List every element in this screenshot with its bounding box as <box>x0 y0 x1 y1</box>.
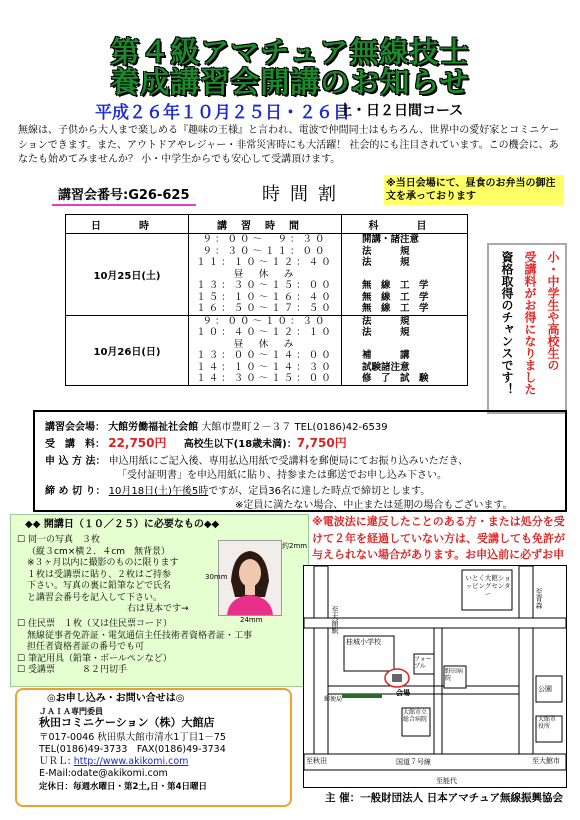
time-slot: １３：００～１４：００ <box>196 350 334 361</box>
subject: 法 規 <box>362 327 410 338</box>
course-date: 平成２６年１０月２５日・２６日 <box>95 103 350 123</box>
map-label: 至大館市 <box>532 757 560 765</box>
checkbox-icon: ☐ <box>17 535 28 545</box>
map-label: 野田病院 <box>445 668 464 682</box>
list-item: １枚は受講票に貼り、２枚はご持参 <box>27 569 172 580</box>
time-list <box>189 234 342 316</box>
subject-list <box>342 315 468 385</box>
note-column-2: 受講料がお得になりました <box>523 251 537 395</box>
map-label: 至秋田 <box>306 757 327 765</box>
photo-dim-top: 約2mm <box>282 542 308 550</box>
time-slot: １６：５０～１７：５０ <box>196 303 334 314</box>
contact-email[interactable]: E-Mail:odate@akikomi.com <box>39 768 168 779</box>
schedule-title: 時間割 <box>262 184 346 205</box>
intro-text: 無線は、子供から大人まで楽しめる『趣味の王様』と言われ、電波で仲間同士はもちろん、世界中の愛好家とコミニケーションできます。また、アウトドアやレジャー・非常災害時にも大活躍！ 社会的にも注目されています。この機会に、あなたも始めてみませんか？ 小・中学生からでも安心して受講頂けます。 <box>18 125 560 165</box>
map-label: フォーブル <box>414 656 432 670</box>
subject: 補 講 <box>362 350 410 361</box>
map-label: 至能代 <box>436 777 457 785</box>
contact-holiday: 定休日：毎週水曜日・第2土,日・第4日曜日 <box>39 782 208 792</box>
student-discount-note <box>487 243 567 414</box>
venue-map <box>303 565 567 788</box>
deadline-label: 締 め 切 り： <box>45 486 106 497</box>
venue-address: 大館市豊町２－３７ TEL(0186)42-6539 <box>201 422 388 433</box>
photo-dim-width: 24mm <box>240 616 263 624</box>
deadline-note: ※定員に満たない場合、中止または延期の場合もございます。 <box>235 500 513 511</box>
schedule-table <box>65 214 468 386</box>
contact-box <box>15 688 292 807</box>
venue-label: 講習会会場： <box>45 422 105 433</box>
time-slot: １０：４０～１２：１０ <box>196 327 334 338</box>
contact-title: ◎お申し込み・お問い合せは◎ <box>47 693 185 704</box>
checkbox-icon: ☐ <box>17 653 28 664</box>
deadline-row <box>45 482 430 497</box>
map-label: 国道７号線 <box>396 758 431 766</box>
url-label: ＵＲＬ: <box>39 756 71 767</box>
subject: 無 線 工 学 <box>362 280 429 291</box>
header-date: 日 時 <box>66 215 189 234</box>
apply-text-1: 申込用紙にご記入後、専用払込用紙で受講料を郵便局にてお振り込みいただき、 <box>108 456 469 467</box>
subject: 無 線 工 学 <box>362 291 429 303</box>
warning-text: ※電波法に違反したことのある方・または処分を受けて２年を経過していない方は、受講しても免許が与えられない場合があります。お申込前に必ずお申 <box>312 515 565 561</box>
day-label: 10月25日(土) <box>66 234 189 316</box>
apply-label: 申 込 方 法： <box>45 456 106 467</box>
photo-dim-height: 30mm <box>205 573 228 581</box>
lunch-break: 昼 休 み <box>233 268 297 280</box>
map-label: 桂城小学校 <box>346 638 381 646</box>
contact-url-row <box>39 756 188 768</box>
list-item: 担任者資格者証の番号でも可 <box>27 642 145 652</box>
time-slot: １４：１０～１４：３０ <box>196 361 334 373</box>
course-type: 土・日２日間コース <box>338 103 464 119</box>
header-time: 講習時間 <box>189 215 342 234</box>
map-label: 郵便局 <box>324 696 343 703</box>
time-slot: ９：３０～１１：００ <box>202 245 328 257</box>
lunch-break: 昼 休 み <box>233 338 297 350</box>
subject: 法 規 <box>362 257 410 268</box>
page-title-line2: 養成講習会開講のお知らせ <box>110 65 470 99</box>
subject-list <box>342 234 468 316</box>
header-subject: 科 目 <box>342 215 468 234</box>
map-label: 大館市立総合病院 <box>403 709 428 723</box>
subject <box>342 339 467 351</box>
subject: 開講・諸注意 <box>362 234 420 245</box>
list-item: （縦３cm×横２．４cm 無背景） <box>27 546 170 557</box>
note-column-1: 小・中学生や高校生の <box>546 251 560 371</box>
subject <box>342 269 467 281</box>
list-item: ☐ 受講票 ８２円切手 <box>17 665 127 675</box>
subject: 法 規 <box>362 315 410 327</box>
page-title-line1: 第４級アマチュア無線技士 <box>110 35 470 69</box>
contact-tel: TEL(0186)49-3733 FAX(0186)49-3734 <box>39 744 226 755</box>
time-slot: １３：３０～１５：００ <box>196 280 334 291</box>
contact-jaia: ＪＡＩＡ専門委員 <box>39 707 103 716</box>
list-item: ☐ 住民票 １枚（又は住民票コード） <box>17 619 172 629</box>
course-code: 講習会番号:G26-625 <box>52 184 196 206</box>
course-info-box <box>33 410 567 512</box>
list-item: ☐ 筆記用具（鉛筆・ボールペンなど） <box>17 653 172 664</box>
map-label: いとく大館ショッピングセンター <box>465 574 511 598</box>
apply-row <box>45 452 468 467</box>
time-slot: １５：１０～１６：４０ <box>196 291 334 303</box>
deadline-text: ですが、定員36名に達した時点で締切とします。 <box>208 486 431 497</box>
checkbox-icon: ☐ <box>17 665 28 675</box>
list-item: と講習会番号を記入して下さい。 <box>27 592 163 603</box>
map-label: 公園 <box>538 685 552 693</box>
time-slot: １１：１０～１２：４０ <box>196 257 334 268</box>
venue-row <box>45 418 388 433</box>
table-row <box>66 315 468 385</box>
list-item: 無線従事者免許証・電気通信主任技術者資格者証・工事 <box>27 630 253 641</box>
contact-company: 秋田コミニケーション（株）大館店 <box>39 716 215 729</box>
other-requirements <box>17 619 307 677</box>
checkbox-icon: ☐ <box>17 619 28 629</box>
subject: 法 規 <box>362 245 410 257</box>
time-slot: １４：３０～１５：００ <box>196 373 334 384</box>
subject: 無 線 工 学 <box>362 303 429 314</box>
list-item: ☐ 同一の写真 ３枚 <box>17 535 100 545</box>
apply-text-2: 「受付証明書」を申込用紙に貼り、持参または郵送でお申し込み下さい。 <box>117 470 447 481</box>
subject: 修 了 試 験 <box>362 373 429 384</box>
photo-requirements <box>17 535 212 616</box>
table-row <box>66 234 468 316</box>
website-link[interactable]: http://www.akikomi.com <box>73 756 189 767</box>
fee-value: 22,750円 <box>108 436 167 450</box>
deadline-date: 10月18日(土)午後5時 <box>108 486 209 497</box>
fee-hs-value: 7,750円 <box>296 436 347 450</box>
note-column-3: 資格取得のチャンスです！ <box>500 251 514 395</box>
table-header-row <box>66 215 468 234</box>
time-slot: ９：００～ ９：３０ <box>202 234 328 245</box>
fee-row <box>45 434 347 451</box>
fee-hs-label: 高校生以下(18歳未満)： <box>183 439 297 450</box>
list-item: 下さい。写真の裏に鉛筆などで氏名 <box>27 581 172 591</box>
map-label: 会場 <box>396 689 410 697</box>
contact-address: 〒017-0046 秋田県大館市清水1丁目1－75 <box>39 732 226 743</box>
subject: 試験諸注意 <box>362 361 410 373</box>
time-list <box>189 315 342 385</box>
map-label: 至大館駅 <box>331 606 339 634</box>
time-slot: ９：００～１０：３０ <box>202 315 328 327</box>
required-items-title: ◆◆ 開講日（１０／２５）に必要なもの◆◆ <box>25 519 220 530</box>
fee-label: 受 講 料： <box>45 439 105 450</box>
venue-name: 大館労働福祉社会館 <box>108 422 199 433</box>
organizer: 主 催：一般財団法人 日本アマチュア無線振興協会 <box>325 792 563 804</box>
list-item: ※３ヶ月以内に撮影のものに限ります <box>27 558 179 568</box>
map-label: 至青森 <box>535 588 543 609</box>
map-drawing <box>304 566 566 787</box>
list-item: 右は見本です→ <box>127 604 189 614</box>
lunch-note: ※当日会場にて、昼食のお弁当の御注文を承っております <box>384 175 564 205</box>
portrait-illustration <box>219 541 281 615</box>
map-label: 大館市役所 <box>538 716 557 730</box>
day-label: 10月26日(日) <box>66 315 189 385</box>
